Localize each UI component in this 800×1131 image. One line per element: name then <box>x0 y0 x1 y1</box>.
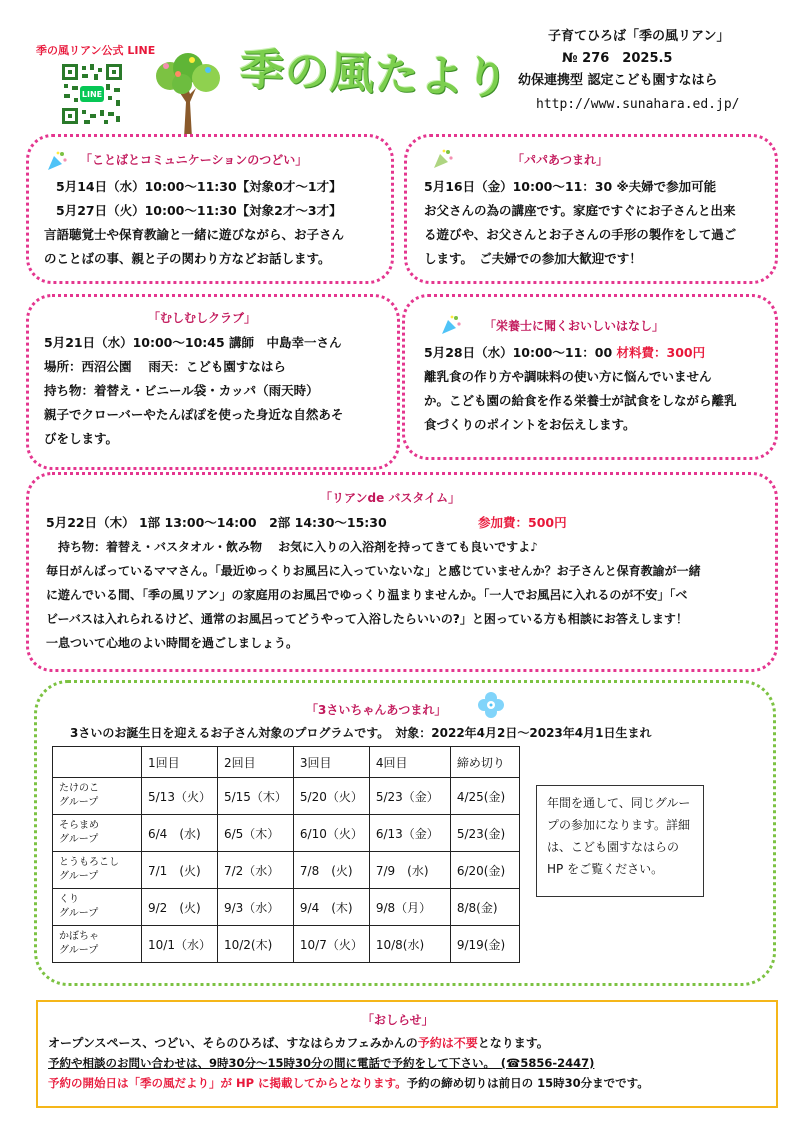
table-cell: 7/9 (水) <box>369 852 450 889</box>
table-cell: 5/15（木） <box>217 778 293 815</box>
event-papa-title: 「パパあつまれ」 <box>512 153 609 167</box>
table-cell: 7/2（水） <box>217 852 293 889</box>
three-year-note: 年間を通して、同じグループの参加になります。詳細は、こども園すなはらの HP をご覧ください。 <box>536 785 704 897</box>
schedule-table <box>52 746 520 963</box>
event-eiyo-line: 食づくりのポイントをお伝えします。 <box>424 417 636 432</box>
event-mushi-line: 親子でクローバーやたんぽぽを使った身近な自然あそ <box>44 407 344 422</box>
line-qr-code[interactable] <box>60 62 124 126</box>
party-popper-icon <box>46 150 68 176</box>
event-kotoba-line: のことばの事、親と子の関わり方などお話します。 <box>44 251 331 266</box>
school-name: 幼保連携型 認定こども園すなはら <box>518 73 718 88</box>
group-name: とうもろこし グループ <box>53 852 142 889</box>
event-bath-line: に遊んでいる間、「季の風リアン」の家庭用のお風呂でゆっくり温まりませんか。「一人でお風呂に入れるのが不安」「ベ <box>46 588 688 602</box>
event-mushi-title: 「むしむしクラブ」 <box>148 311 257 325</box>
table-cell: 5/23(金) <box>450 815 519 852</box>
notice-line-2: 予約や相談のお問い合わせは、9時30分～15時30分の間に電話で予約をして下さい。 (☎5856-2447) <box>48 1056 595 1070</box>
table-cell: 6/4 (水) <box>142 815 218 852</box>
event-kotoba-title: 「ことばとコミュニケーションのつどい」 <box>80 153 308 167</box>
table-cell: 7/1 (火) <box>142 852 218 889</box>
issue-number: № 276 2025.5 <box>562 51 673 66</box>
three-year-title: 「3さいちゃんあつまれ」 <box>306 703 447 717</box>
event-papa-line: る遊びや、お父さんとお子さんの手形の製作をして過ご <box>424 227 737 242</box>
table-cell: 9/8（月） <box>369 889 450 926</box>
table-cell: 6/20(金) <box>450 852 519 889</box>
event-eiyo-line: か。こども園の給食を作る栄養士が試食をしながら離乳 <box>424 393 737 408</box>
table-header: 3回目 <box>293 747 369 778</box>
party-popper-icon <box>432 148 454 174</box>
table-header: 締め切り <box>450 747 519 778</box>
org-name: 子育てひろば「季の風リアン」 <box>548 29 730 44</box>
table-cell: 7/8 (火) <box>293 852 369 889</box>
party-popper-icon <box>440 314 462 340</box>
table-row <box>53 852 520 889</box>
event-kotoba-line: 言語聴覚士や保育教諭と一緒に遊びながら、お子さん <box>44 227 345 242</box>
table-cell: 5/20（火） <box>293 778 369 815</box>
group-name: くり グループ <box>53 889 142 926</box>
table-cell: 9/3（水） <box>217 889 293 926</box>
table-cell: 9/2 (火) <box>142 889 218 926</box>
event-kotoba-line: 5月27日（火）10:00～11:30【対象2才～3才】 <box>56 203 342 218</box>
table-header <box>53 747 142 778</box>
table-header: 4回目 <box>369 747 450 778</box>
table-cell: 10/2(木) <box>217 926 293 963</box>
event-eiyo-fee: 材料費：300円 <box>616 345 706 360</box>
tree-illustration <box>148 52 226 138</box>
table-cell: 4/25(金) <box>450 778 519 815</box>
event-bath-line: ビーバスは入れられるけど、通常のお風呂ってどうやって入浴したらいいの?」と困っている方も相談にお答えします！ <box>46 612 688 626</box>
table-cell: 8/8(金) <box>450 889 519 926</box>
table-cell: 6/10（火） <box>293 815 369 852</box>
table-cell: 10/1（水） <box>142 926 218 963</box>
table-header-row <box>53 747 520 778</box>
event-mushi-line: 持ち物：着替え・ビニール袋・カッパ（雨天時） <box>44 383 319 398</box>
event-papa-line: します。 ご夫婦での参加大歓迎です！ <box>424 251 642 266</box>
group-name: かぼちゃ グループ <box>53 926 142 963</box>
table-header: 2回目 <box>217 747 293 778</box>
table-cell: 9/4 (木) <box>293 889 369 926</box>
three-year-intro: 3さいのお誕生日を迎えるお子さん対象のプログラムです。 対象：2022年4月2日～2023年4月1日生まれ <box>70 726 652 740</box>
website-url[interactable]: http://www.sunahara.ed.jp/ <box>536 97 740 112</box>
table-cell: 6/13（金） <box>369 815 450 852</box>
event-mushi-line: 場所：西沼公園 雨天：こども園すなはら <box>44 359 286 374</box>
table-cell: 5/23（金） <box>369 778 450 815</box>
event-papa-line: 5月16日（金）10:00～11：30 ※夫婦で参加可能 <box>424 179 717 194</box>
event-papa-line: お父さんの為の講座です。家庭ですぐにお子さんと出来 <box>424 203 736 218</box>
table-row <box>53 778 520 815</box>
group-name: たけのこ グループ <box>53 778 142 815</box>
event-eiyo-date: 5月28日（水）10:00～11：00 材料費：300円 <box>424 345 706 360</box>
notice-title: 「おしらせ」 <box>362 1013 434 1027</box>
notice-line-1: オープンスペース、つどい、そらのひろば、すなはらカフェみかんの予約は不要となります。 <box>48 1036 549 1050</box>
event-bath-fee: 参加費：500円 <box>478 515 567 530</box>
event-eiyo-title: 「栄養士に聞くおいしいはなし」 <box>484 319 665 333</box>
notice-line-3: 予約の開始日は「季の風だより」が HP に掲載してからとなります。予約の締め切りは前日の 15時30分までです。 <box>48 1076 649 1090</box>
table-cell: 5/13（火） <box>142 778 218 815</box>
table-cell: 10/7（火） <box>293 926 369 963</box>
table-cell: 9/19(金) <box>450 926 519 963</box>
event-bath-line: 一息ついて心地のよい時間を過ごしましょう。 <box>46 636 299 650</box>
event-eiyo-line: 離乳食の作り方や調味料の使い方に悩んでいません <box>424 369 712 384</box>
table-cell: 6/5（木） <box>217 815 293 852</box>
event-bath-date: 5月22日（木） 1部 13:00～14:00 2部 14:30～15:30 <box>46 515 387 530</box>
table-row <box>53 926 520 963</box>
event-bath-line: 毎日がんばっているママさん。「最近ゆっくりお風呂に入っていないな」と感じていませんか？お子さんと保育教諭が一緒 <box>46 564 701 578</box>
event-mushi-line: びをします。 <box>44 431 119 446</box>
event-bath-title: 「リアンde バスタイム」 <box>320 491 461 505</box>
newsletter-title: 季の風たより <box>239 44 511 105</box>
qr-line-text: LINE <box>81 90 103 99</box>
reservation-not-required: 予約は不要 <box>417 1036 478 1050</box>
flower-icon <box>478 692 504 722</box>
event-kotoba-line: 5月14日（水）10:00～11:30【対象0才～1才】 <box>56 179 342 194</box>
table-cell: 10/8(水) <box>369 926 450 963</box>
table-row <box>53 815 520 852</box>
line-label: 季の風リアン公式 LINE <box>36 44 156 57</box>
table-header: 1回目 <box>142 747 218 778</box>
event-bath-line: 持ち物：着替え・バスタオル・飲み物 お気に入りの入浴剤を持ってきても良いですよ♪ <box>46 540 538 554</box>
table-row <box>53 889 520 926</box>
group-name: そらまめ グループ <box>53 815 142 852</box>
event-mushi-line: 5月21日（水）10:00～10:45 講師 中島幸一さん <box>44 335 342 350</box>
